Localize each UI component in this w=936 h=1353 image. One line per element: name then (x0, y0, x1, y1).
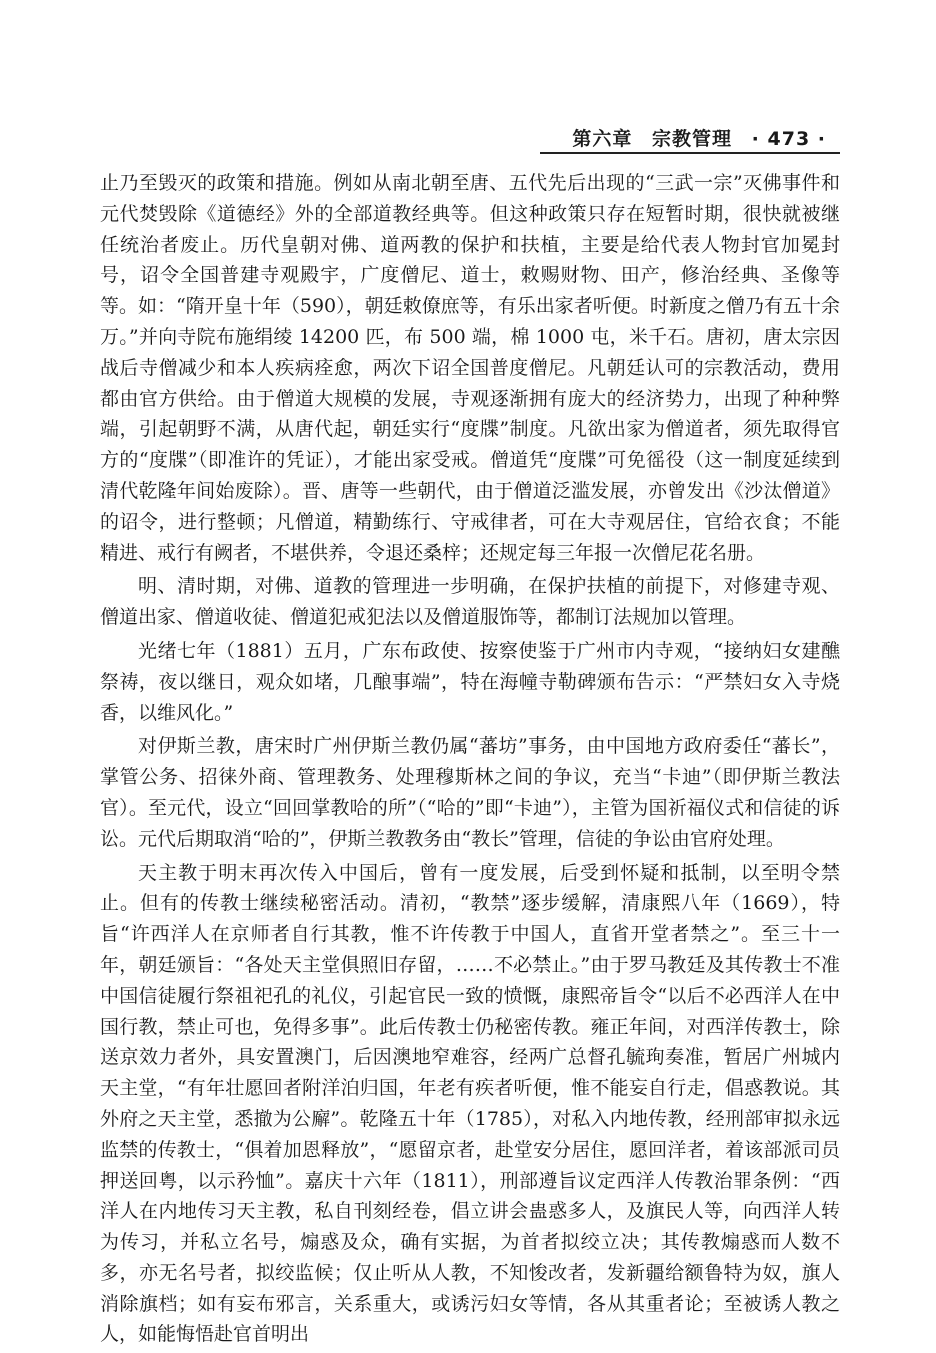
body-text (100, 168, 840, 1353)
header-rule (540, 152, 840, 154)
paragraph: 光绪七年（1881）五月，广东布政使、按察使鉴于广州市内寺观，“接纳妇女建醮祭祷，夜以继日，观众如堵，几酿事端”，特在海幢寺勒碑颁布告示：“严禁妇女入寺烧香，以维风化。” (100, 639, 840, 724)
page-number: · 473 · (751, 128, 826, 150)
paragraph: 对伊斯兰教，唐宋时广州伊斯兰教仍属“蕃坊”事务，由中国地方政府委任“蕃长”，掌管公务、招徕外商、管理教务、处理穆斯林之间的争议，充当“卡迪”（即伊斯兰教法官）。至元代，设立“回回掌教哈的所”（“哈的”即“卡迪”），主管为国祈福仪式和信徒的诉讼。元代后期取消“哈的”，伊斯兰教教务由“教长”管理，信徒的争讼由官府处理。 (100, 735, 840, 850)
chapter-title: 宗教管理 (652, 128, 733, 150)
running-header (560, 124, 826, 151)
paragraph: 明、清时期，对佛、道教的管理进一步明确，在保护扶植的前提下，对修建寺观、僧道出家、僧道收徒、僧道犯戒犯法以及僧道服饰等，都制订法规加以管理。 (100, 575, 840, 629)
paragraph: 止乃至毁灭的政策和措施。例如从南北朝至唐、五代先后出现的“三武一宗”灭佛事件和元代焚毁除《道德经》外的全部道教经典等。但这种政策只存在短暂时期，很快就被继任统治者废止。历代皇朝对佛、道两教的保护和扶植，主要是给代表人物封官加冕封号，诏令全国普建寺观殿宇，广度僧尼、道士，敕赐财物、田产，修治经典、圣像等等。如：“隋开皇十年（590），朝廷敕僚庶等，有乐出家者听便。时新度之僧乃有五十余万。”并向寺院布施绢绫 14200 匹，布 500 端，棉 1000 屯，米千石。唐初，唐太宗因战后寺僧减少和本人疾病痊愈，两次下诏全国普度僧尼。凡朝廷认可的宗教活动，费用都由官方供给。由于僧道大规模的发展，寺观逐渐拥有庞大的经济势力，出现了种种弊端，引起朝野不满，从唐代起，朝廷实行“度牒”制度。凡欲出家为僧道者，须先取得官方的“度牒”（即准许的凭证），才能出家受戒。僧道凭“度牒”可免徭役（这一制度延续到清代乾隆年间始废除）。晋、唐等一些朝代，由于僧道泛滥发展，亦曾发出《沙汰僧道》的诏令，进行整顿；凡僧道，精勤练行、守戒律者，可在大寺观居住，官给衣食；不能精进、戒行有阙者，不堪供养，令退还桑梓；还规定每三年报一次僧尼花名册。 (100, 172, 840, 564)
paragraph: 天主教于明末再次传入中国后，曾有一度发展，后受到怀疑和抵制，以至明令禁止。但有的传教士继续秘密活动。清初，“教禁”逐步缓解，清康熙八年（1669），特旨“许西洋人在京师者自行其教，惟不许传教于中国人，直省开堂者禁之”。至三十一年，朝廷颁旨：“各处天主堂俱照旧存留，……不必禁止。”由于罗马教廷及其传教士不准中国信徒履行祭祖祀孔的礼仪，引起官民一致的愤慨，康熙帝旨令“以后不必西洋人在中国行教，禁止可也，免得多事”。此后传教士仍秘密传教。雍正年间，对西洋传教士，除送京效力者外，具安置澳门，后因澳地窄难容，经两广总督孔毓珣奏准，暂居广州城内天主堂，“有年壮愿回者附洋泊归国，年老有疾者听便，惟不能妄自行走，倡惑教说。其外府之天主堂，悉撤为公廨”。乾隆五十年（1785），对私入内地传教，经刑部审拟永远监禁的传教士，“俱着加恩释放”，“愿留京者，赴堂安分居住，愿回洋者，着该部派司员押送回粤，以示矜恤”。嘉庆十六年（1811），刑部遵旨议定西洋人传教治罪条例：“西洋人在内地传习天主教，私自刊刻经卷，倡立讲会蛊惑多人，及旗民人等，向西洋人转为传习，并私立名号，煽惑及众，确有实据，为首者拟绞立决；其传教煽惑而人数不多，亦无名号者，拟绞监候；仅止听从人教，不知悛改者，发新疆给额鲁特为奴，旗人消除旗档；如有妄布邪言，关系重大，或诱污妇女等情，各从其重者论；至被诱人教之人，如能悔悟赴官首明出 (100, 861, 840, 1346)
chapter-number: 第六章 (572, 128, 633, 150)
